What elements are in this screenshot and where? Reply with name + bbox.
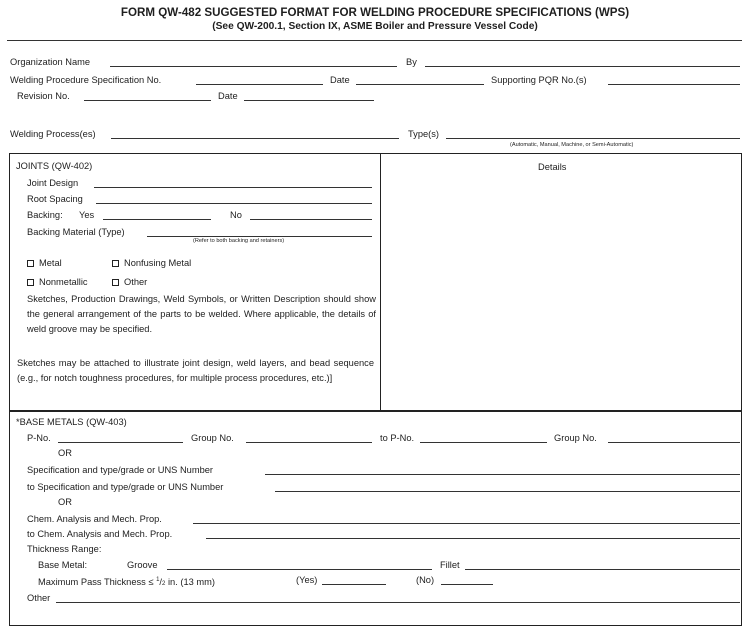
thickness-range-label: Thickness Range: [27,544,102,554]
date-label: Date [330,75,350,85]
specification-label: Specification and type/grade or UNS Number [27,465,214,475]
fillet-label: Fillet [440,560,460,570]
metal-checkbox[interactable] [27,260,34,267]
to-p-no-field[interactable] [420,442,547,443]
backing-material-note: (Refer to both backing and retainers) [193,238,285,244]
or-label-2: OR [58,497,72,507]
group-no-label: Group No. [191,433,234,443]
to-specification-label: to Specification and type/grade or UNS Number [27,482,224,492]
welding-process-label: Welding Process(es) [10,129,96,139]
revision-date-label: Date [218,91,238,101]
backing-yes-label: Yes [79,210,95,220]
max-pass-thickness-label: Maximum Pass Thickness ≤ $^1$/2 in. (13 mm) [38,577,215,587]
date-field[interactable] [356,84,484,85]
or-label-1: OR [58,448,72,458]
backing-yes-field[interactable] [103,219,211,220]
base-metals-heading: *BASE METALS (QW-403) [16,417,127,427]
joints-divider [380,154,381,410]
form-subtitle: (See QW-200.1, Section IX, ASME Boiler and Pressure Vessel Code) [212,21,538,32]
types-label: Type(s) [408,129,439,139]
max-pass-yes-field[interactable] [322,584,386,585]
form-title: FORM QW-482 SUGGESTED FORMAT FOR WELDING PROCEDURE SPECIFICATIONS (WPS) [120,6,630,19]
by-label: By [406,57,417,67]
revision-number-label: Revision No. [17,91,70,101]
chem-analysis-field[interactable] [193,523,740,524]
welding-process-field[interactable] [111,138,399,139]
joint-design-field[interactable] [94,187,372,188]
nonmetallic-option[interactable] [27,277,88,288]
other-option[interactable] [112,277,147,288]
nonfusing-metal-option[interactable] [112,258,191,269]
to-chem-analysis-label: to Chem. Analysis and Mech. Prop. [27,529,173,539]
max-pass-no-field[interactable] [441,584,493,585]
chem-analysis-label: Chem. Analysis and Mech. Prop. [27,514,162,524]
sketch-instructions: Sketches, Production Drawings, Weld Symbols, or Written Description should show the general arrangement of the parts to be welded. Where applicable, the details of weld groove may be specified. [27,294,376,334]
group-no-field[interactable] [246,442,372,443]
max-pass-no-label: (No) [416,575,435,585]
to-p-no-label: to P-No. [380,433,415,443]
supporting-pqr-field[interactable] [608,84,740,85]
root-spacing-label: Root Spacing [27,194,83,204]
other-base-metal-field[interactable] [56,602,740,603]
backing-no-label: No [230,210,242,220]
to-specification-field[interactable] [275,491,740,492]
joint-design-label: Joint Design [27,178,79,188]
to-chem-analysis-field[interactable] [206,538,740,539]
types-note: (Automatic, Manual, Machine, or Semi-Automatic) [510,142,634,148]
nonmetallic-checkbox[interactable] [27,279,34,286]
other-checkbox[interactable] [112,279,119,286]
backing-label: Backing: [27,210,63,220]
other-base-metal-label: Other [27,593,51,603]
wps-number-label: Welding Procedure Specification No. [10,75,162,85]
types-field[interactable] [446,138,740,139]
group-no-2-field[interactable] [608,442,740,443]
backing-no-field[interactable] [250,219,372,220]
details-label: Details [538,162,567,172]
group-no-2-label: Group No. [554,433,597,443]
supporting-pqr-label: Supporting PQR No.(s) [491,75,587,85]
joints-heading: JOINTS (QW-402) [16,161,93,171]
base-metal-label: Base Metal: [38,560,88,570]
p-no-label: P-No. [27,433,51,443]
revision-date-field[interactable] [244,100,374,101]
sketch-attachment-note: Sketches may be attached to illustrate joint design, weld layers, and bead sequence (e.g., for notch toughness procedures, for multiple process procedures, etc.)] [17,358,374,383]
max-pass-yes-label: (Yes) [296,575,318,585]
root-spacing-field[interactable] [96,203,372,204]
metal-option[interactable] [27,258,62,269]
organization-name-label: Organization Name [10,57,91,67]
other-label: Other [124,277,148,287]
revision-number-field[interactable] [84,100,211,101]
groove-field[interactable] [167,569,432,570]
backing-material-field[interactable] [147,236,372,237]
nonfusing-metal-checkbox[interactable] [112,260,119,267]
backing-material-label: Backing Material (Type) [27,227,125,237]
nonfusing-metal-label: Nonfusing Metal [124,258,192,268]
by-field[interactable] [425,66,740,67]
groove-label: Groove [127,560,158,570]
organization-name-field[interactable] [110,66,397,67]
header-rule [7,40,742,41]
specification-field[interactable] [265,474,740,475]
nonmetallic-label: Nonmetallic [39,277,88,287]
p-no-field[interactable] [58,442,183,443]
wps-number-field[interactable] [196,84,323,85]
metal-label: Metal [39,258,62,268]
fillet-field[interactable] [465,569,740,570]
